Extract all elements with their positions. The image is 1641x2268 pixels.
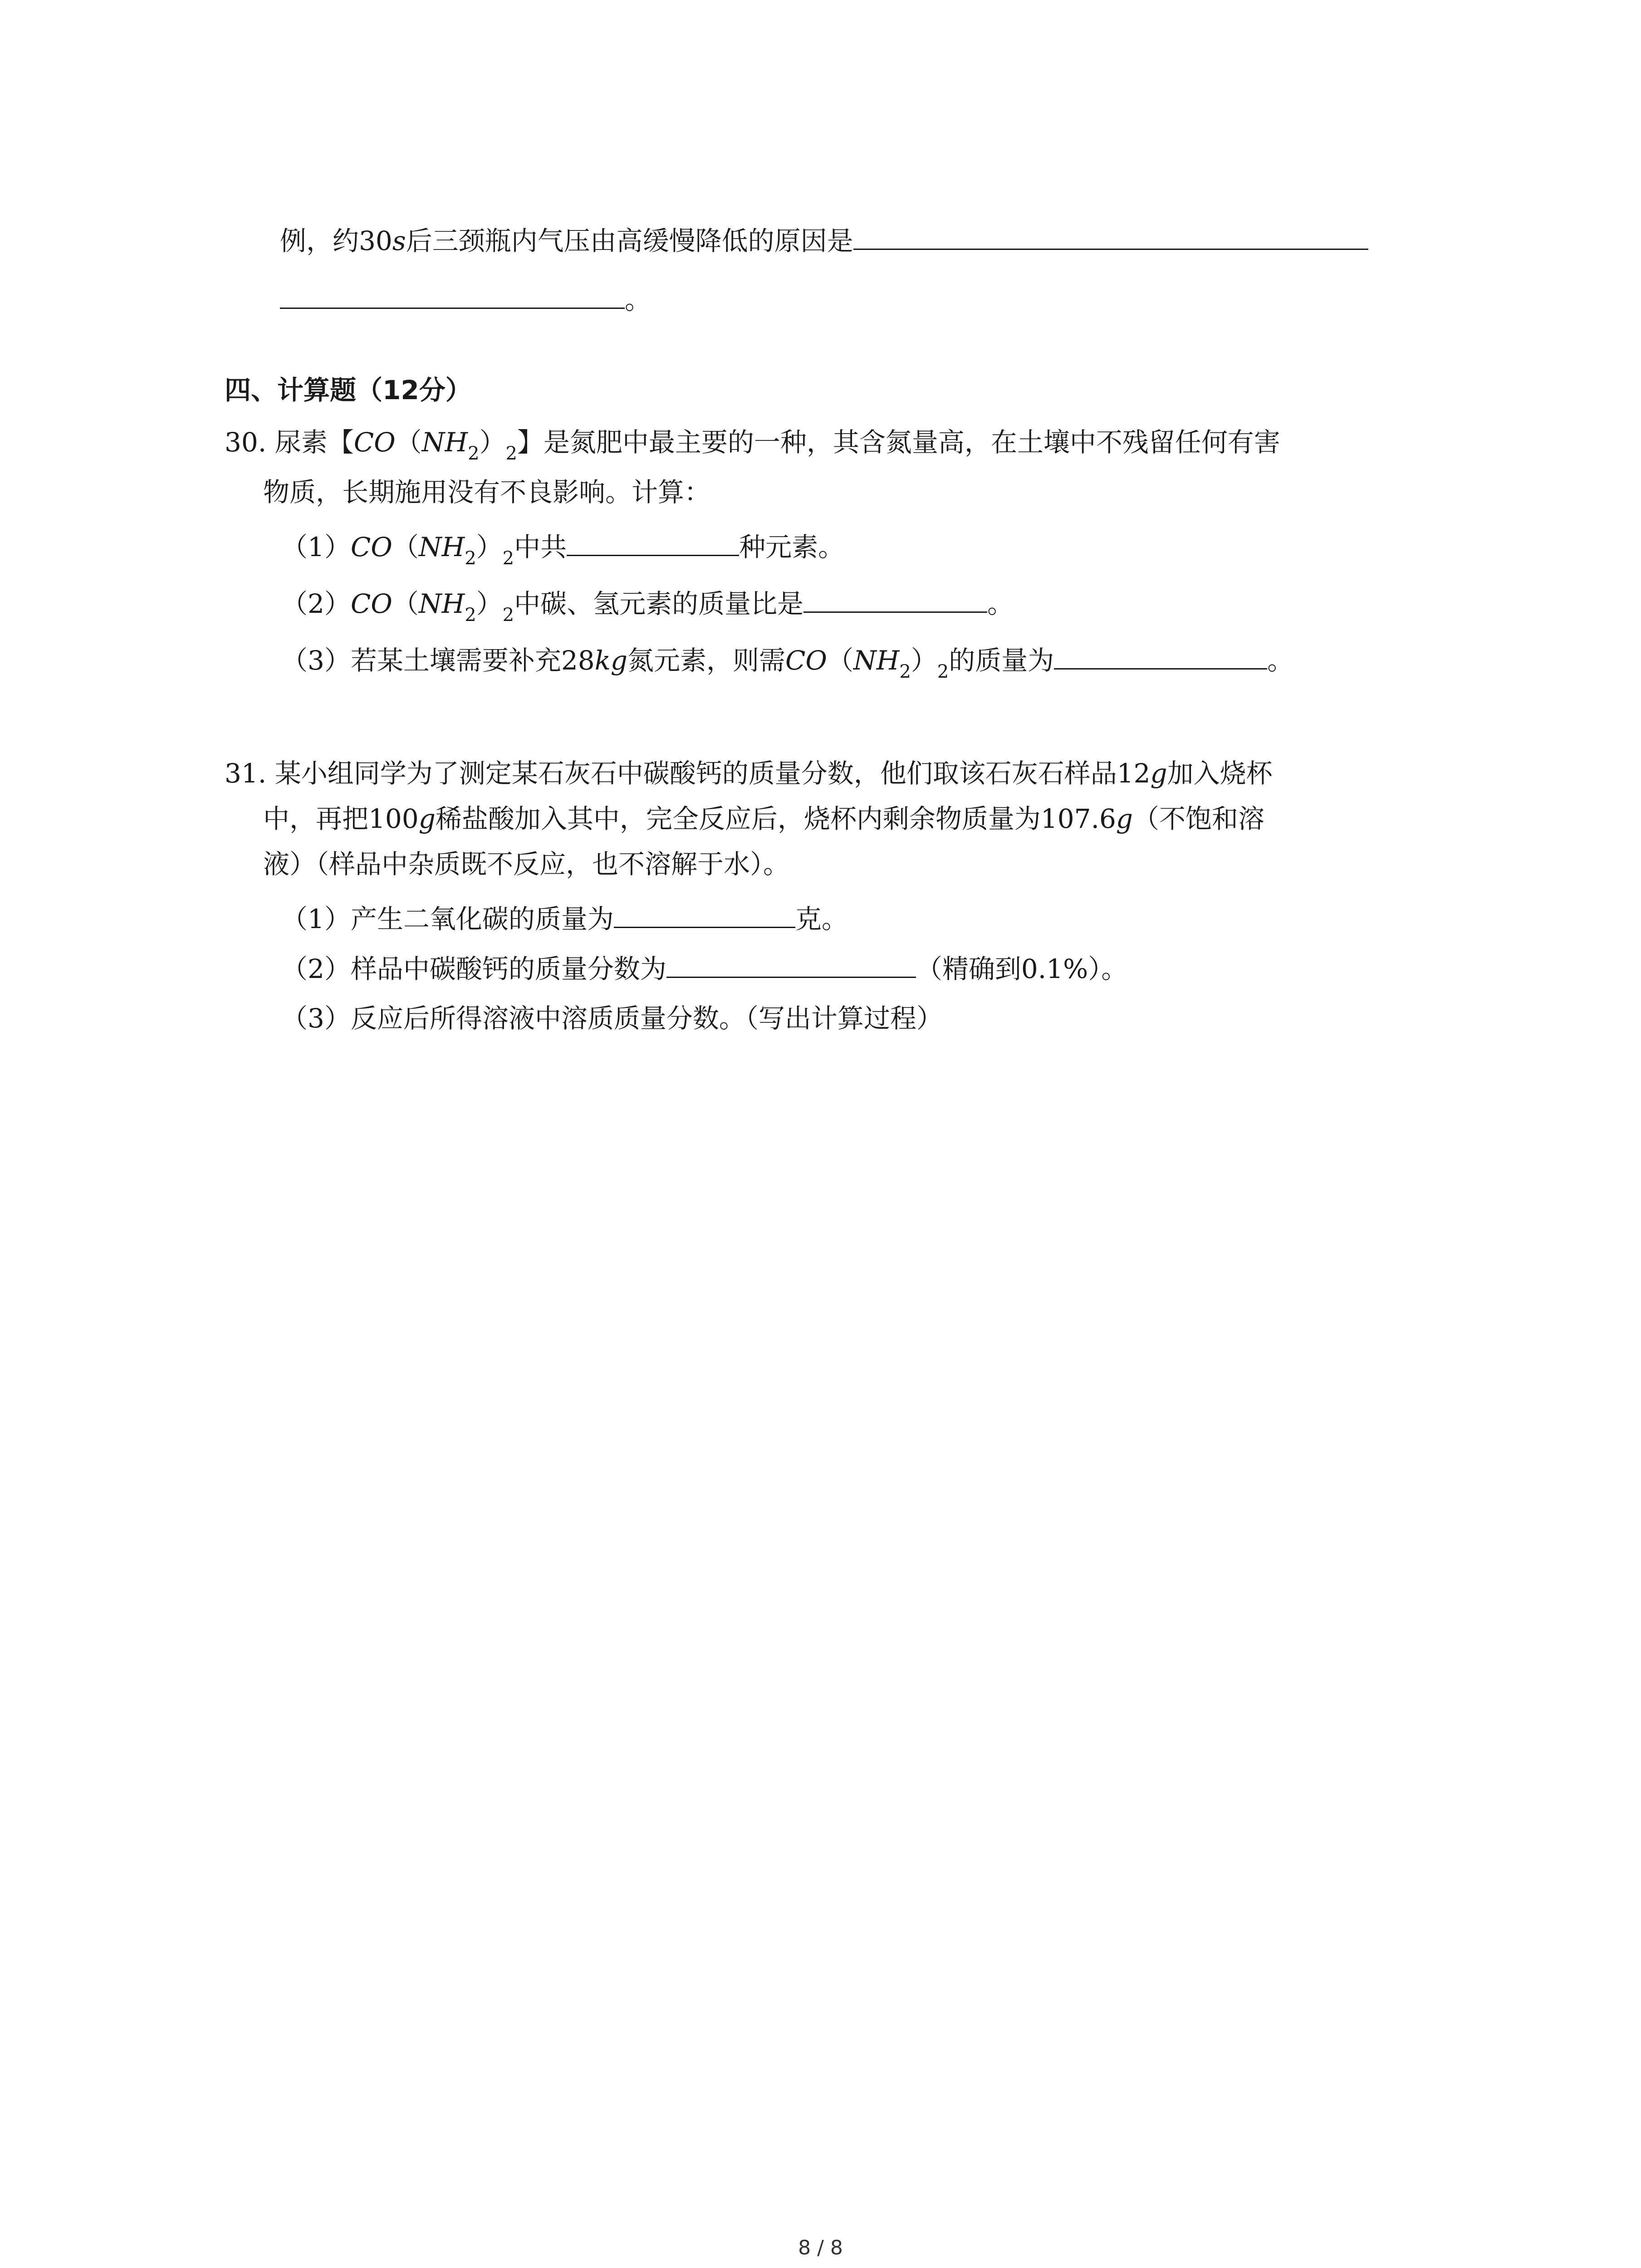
question-31-stem-line-3: 液）（样品中杂质既不反应，也不溶解于水）。 (263, 849, 790, 880)
answer-blank[interactable] (280, 281, 625, 309)
question-31-part-1: （1）产生二氧化碳的质量为 克。 (281, 900, 848, 937)
question-number: 30. (225, 427, 267, 458)
question-number: 31. (225, 758, 267, 789)
question-30-stem-line-1: 30. 尿素【$CO(NH_2)_2$】是氮肥中最主要的一种，其含氮量高，在土壤中不残留任何有害 (225, 427, 1280, 464)
answer-blank[interactable] (853, 222, 1368, 250)
question-30-part-1: $(1)CO(NH_2)_2$中共 种元素。 (281, 528, 844, 568)
answer-blank[interactable] (567, 528, 739, 556)
answer-blank[interactable] (666, 950, 916, 978)
question-31-part-2: （2）样品中碳酸钙的质量分数为 （精确到0.1%）。 (281, 950, 1127, 987)
question-31-stem-line-2: 中，再把100g稀盐酸加入其中，完全反应后，烧杯内剩余物质量为107.6g（不饱和溶 (263, 803, 1265, 834)
answer-blank[interactable] (803, 585, 987, 613)
continued-question-line-2: 。 (280, 281, 651, 318)
question-31-part-3: （3）反应后所得溶液中溶质质量分数。（写出计算过程） (281, 1003, 943, 1034)
question-30-part-3: （3）若某土壤需要补充28kg氮元素，则需$CO(NH_2)_2$的质量为 。 (281, 642, 1293, 682)
question-30-part-2: $(2)CO(NH_2)_2$中碳、氢元素的质量比是 。 (281, 585, 1014, 625)
answer-blank[interactable] (614, 900, 795, 928)
question-30-stem-line-2: 物质，长期施用没有不良影响。计算： (263, 477, 711, 508)
section-heading: 四、计算题（12分） (225, 375, 472, 406)
continued-question-line-1: 例，约30s后三颈瓶内气压由高缓慢降低的原因是 (280, 222, 1368, 259)
page-number: 8 / 8 (798, 2236, 843, 2259)
question-31-stem-line-1: 31. 某小组同学为了测定某石灰石中碳酸钙的质量分数，他们取该石灰石样品12g加入烧杯 (225, 758, 1273, 789)
answer-blank[interactable] (1054, 642, 1267, 670)
